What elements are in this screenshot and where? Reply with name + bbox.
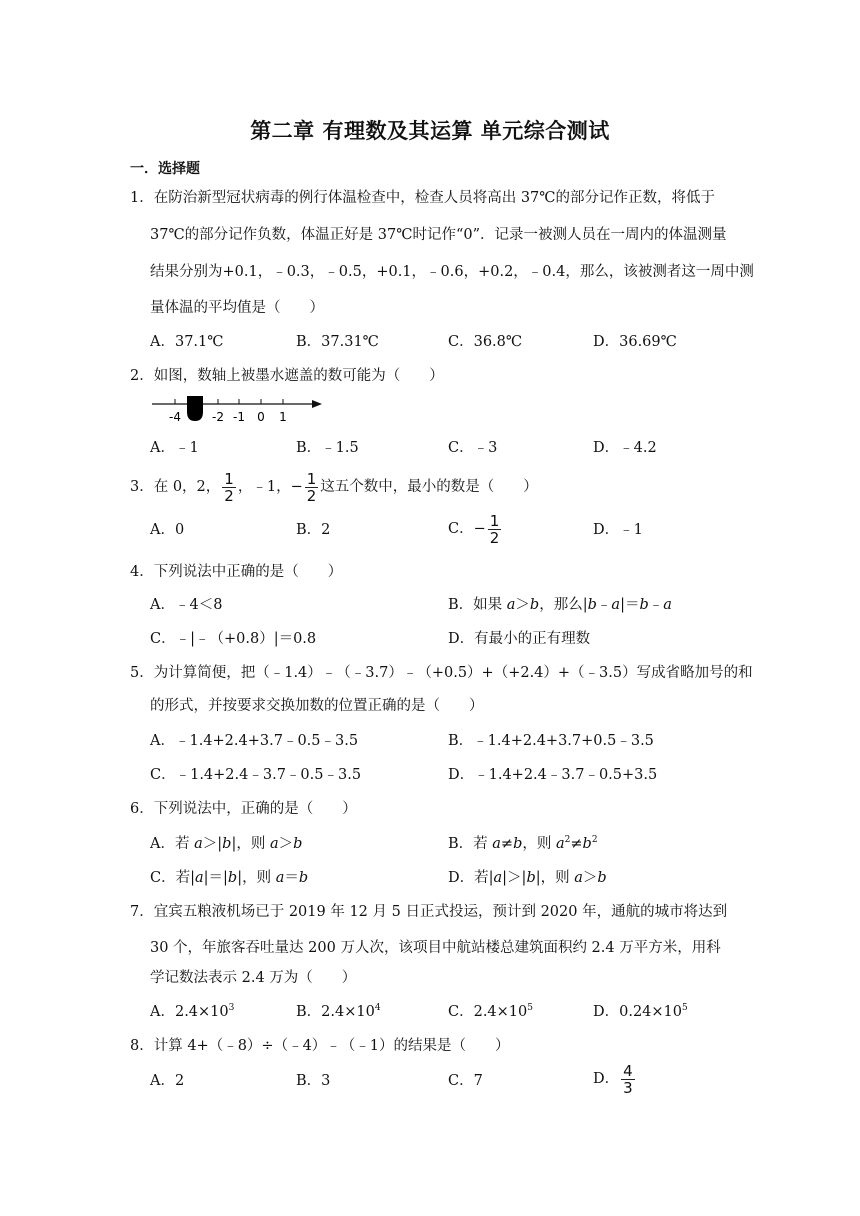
tick-label: -2 [212, 410, 224, 424]
q4-line: 4．下列说法中正确的是（ ） [130, 564, 343, 580]
q6-option-b: B．若 a≠b，则 $a^2\ne b^2$ [448, 835, 598, 852]
q7-line-1: 7．宜宾五粮液机场已于 2019 年 12 月 5 日正式投运，预计到 2020 年，通航的城市将达到 [130, 904, 728, 920]
q1-option-c: C．36.8℃ [448, 334, 523, 350]
q3-option-d: D．﹣1 [593, 522, 643, 538]
section-heading: 一．选择题 [130, 161, 200, 177]
fraction-one-half: $\frac{1}{2}$ [489, 511, 500, 547]
tick-label: -4 [169, 410, 181, 424]
tick-label: 1 [279, 410, 287, 424]
q3-option-a: A．0 [150, 522, 185, 538]
q2-option-b: B．﹣1.5 [296, 440, 359, 456]
q7-option-a: A．$2.4\times 10^3$ [150, 1003, 235, 1020]
q1-option-b: B．37.31℃ [296, 334, 379, 350]
q6-line: 6．下列说法中，正确的是（ ） [130, 801, 357, 817]
q5-line-1: 5．为计算简便，把（﹣1.4）﹣（﹣3.7）﹣（+0.5）+（+2.4）+（﹣3.5）写成省略加号的和 [130, 665, 753, 681]
tick-label: 0 [257, 410, 265, 424]
q6-option-d: D．若|a|＞|b|，则 a＞b [448, 870, 607, 886]
ink-blot [187, 396, 203, 421]
q6-option-c: C．若|a|＝|b|，则 a＝b [150, 870, 309, 886]
q2-line: 2．如图，数轴上被墨水遮盖的数可能为（ ） [130, 368, 444, 384]
q2-option-a: A．﹣1 [150, 440, 199, 456]
number-line-arrow [312, 400, 322, 408]
q1-line-1: 1．在防治新型冠状病毒的例行体温检查中，检查人员将高出 37℃的部分记作正数，将低于 [130, 190, 716, 206]
q2-option-d: D．﹣4.2 [593, 440, 657, 456]
q1-option-a: A．37.1℃ [150, 334, 224, 350]
tick-label: -1 [233, 410, 245, 424]
q3-option-c: C．− $\frac{1}{2}$ [448, 511, 500, 547]
q7-option-c: C．$2.4\times 10^5$ [448, 1003, 533, 1020]
page-title: 第二章 有理数及其运算 单元综合测试 [250, 119, 610, 143]
q4-option-b: B．如果 a＞b，那么|b﹣a|＝b﹣a [448, 597, 672, 613]
q1-line-4: 量体温的平均值是（ ） [150, 300, 324, 316]
fraction-four-thirds: $\frac{4}{3}$ [623, 1061, 633, 1097]
q1-line-3: 结果分别为+0.1，﹣0.3，﹣0.5，+0.1，﹣0.6，+0.2，﹣0.4，那么，该被测者这一周中测 [150, 264, 754, 280]
q4-option-c: C．﹣|﹣（+0.8）|＝0.8 [150, 631, 317, 647]
q5-option-a: A．﹣1.4+2.4+3.7﹣0.5﹣3.5 [150, 733, 359, 749]
number-line-figure [148, 394, 328, 424]
q7-option-b: B．$2.4\times 10^4$ [296, 1003, 381, 1020]
q8-option-c: C．7 [448, 1073, 483, 1089]
q4-option-d: D．有最小的正有理数 [448, 631, 591, 647]
q3-line: 3．在 0，2， $\frac{1}{2}$ ，﹣1，− $\frac{1}{2}$ 这五个数中，最小的数是（ ） [130, 469, 538, 505]
q4-option-a: A．﹣4＜8 [150, 597, 223, 613]
q5-line-2: 的形式，并按要求交换加数的位置正确的是（ ） [150, 698, 484, 714]
q1-line-2: 37℃的部分记作负数，体温正好是 37℃时记作“0”．记录一被测人员在一周内的体温测量 [150, 227, 727, 243]
q1-option-d: D．36.69℃ [593, 334, 677, 350]
q5-option-b: B．﹣1.4+2.4+3.7+0.5﹣3.5 [448, 733, 654, 749]
minus-sign: − [290, 479, 303, 495]
q7-line-2: 30 个，年旅客吞吐量达 200 万人次，该项目中航站楼总建筑面积约 2.4 万平方米，用科 [150, 940, 721, 956]
q3-option-b: B．2 [296, 522, 331, 538]
fraction-one-half: $\frac{1}{2}$ [224, 469, 234, 505]
q6-option-a: A．若 a＞|b|，则 a＞b [150, 836, 303, 852]
fraction-negative-one-half: $\frac{1}{2}$ [306, 469, 317, 505]
q5-option-c: C．﹣1.4+2.4﹣3.7﹣0.5﹣3.5 [150, 767, 362, 783]
q7-option-d: D．$0.24\times 10^5$ [593, 1003, 688, 1020]
q8-option-b: B．3 [296, 1073, 331, 1089]
q5-option-d: D．﹣1.4+2.4﹣3.7﹣0.5+3.5 [448, 767, 658, 783]
q8-option-a: A．2 [150, 1073, 185, 1089]
q8-option-d: D． $\frac{4}{3}$ [593, 1061, 633, 1097]
q8-line: 8．计算 4+（﹣8）÷（﹣4）﹣（﹣1）的结果是（ ） [130, 1038, 510, 1054]
q7-line-3: 学记数法表示 2.4 万为（ ） [150, 970, 357, 986]
q2-option-c: C．﹣3 [448, 440, 498, 456]
